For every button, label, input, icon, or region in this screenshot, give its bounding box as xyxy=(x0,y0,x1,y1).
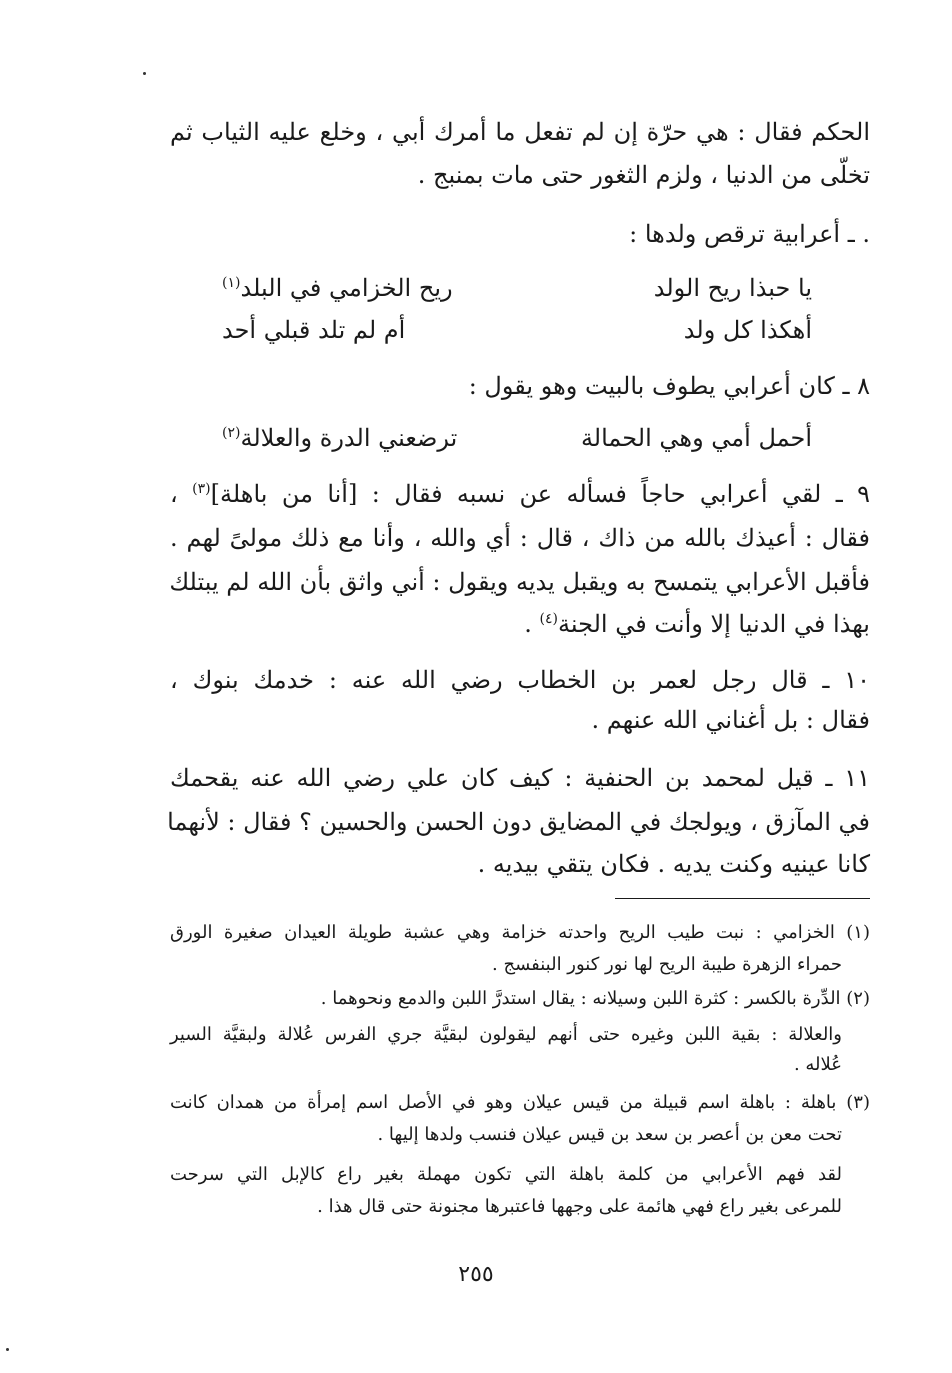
body-line: ١٠ ـ قال رجل لعمر بن الخطاب رضي الله عنه : خدمك بنوك ، xyxy=(170,666,870,694)
footnote-marker: (٤) xyxy=(539,611,558,627)
footnote-line: حمراء الزهرة طيبة الريح لها نور كنور البنفسج . xyxy=(492,954,842,975)
verse-second-hemistich xyxy=(222,268,453,308)
body-line: ١١ ـ قيل لمحمد بن الحنفية : كيف كان علي رضي الله عنه يقحمك xyxy=(170,764,870,792)
footnote-line: لقد فهم الأعرابي من كلمة باهلة التي تكون مهملة بغير راع كالإبل التي سرحت xyxy=(170,1164,842,1185)
body-line xyxy=(170,474,870,514)
body-line xyxy=(170,604,870,644)
footnote-line: تحت معن بن أعصر بن سعد بن قيس عيلان فنسب ولدها إليها . xyxy=(377,1124,842,1145)
body-line: كانا عينيه وكنت يديه . فكان يتقي بيديه . xyxy=(477,850,870,878)
scan-speck xyxy=(143,72,146,75)
footnote-line: (١) الخزامي : نبت طيب الريح واحدته خزامة وهي عشبة طويلة العيدان صغيرة الورق xyxy=(170,922,870,943)
footnote-line: عُلاله . xyxy=(793,1054,842,1075)
body-line: فقال : أعيذك بالله من ذاك ، قال : أي والله ، وأنا مع ذلك مولىً لهم . xyxy=(170,524,870,552)
line-tail: ، xyxy=(170,480,193,508)
footnote-line: (٢) الدِّرة بالكسر : كثرة اللبن وسيلانه : يقال استدرَّ اللبن والدمع ونحوهما . xyxy=(320,988,870,1009)
verse-second-hemistich xyxy=(222,418,457,458)
line-text: بهذا في الدنيا إلا وأنت في الجنة xyxy=(558,610,870,638)
body-line: فأقبل الأعرابي يتمسح به ويقبل يديه ويقول : أني واثق بأن الله لم يبتلك xyxy=(169,568,870,596)
footnote-marker: (١) xyxy=(222,275,241,291)
item-heading: ٨ ـ كان أعرابي يطوف بالبيت وهو يقول : xyxy=(468,372,870,400)
hemistich-text: ترضعني الدرة والعلالة xyxy=(240,424,458,452)
verse-first-hemistich: أحمل أمي وهي الحمالة xyxy=(580,424,812,452)
line-tail: . xyxy=(524,610,540,638)
page-number: ٢٥٥ xyxy=(458,1262,494,1287)
poem-verse xyxy=(222,418,812,458)
footnote-marker: (٢) xyxy=(222,425,241,441)
footnote-marker: (٣) xyxy=(192,481,211,497)
verse-first-hemistich: يا حبذا ريح الولد xyxy=(653,274,812,302)
verse-second-hemistich: أم لم تلد قبلي أحد xyxy=(222,316,406,344)
body-line: فقال : بل أغناني الله عنهم . xyxy=(591,706,870,734)
body-line: في المآزق ، ويولجك في المضايق دون الحسن والحسين ؟ فقال : لأنهما xyxy=(167,808,870,836)
poem-verse xyxy=(222,268,812,308)
footnote-separator xyxy=(615,898,870,899)
footnote-line: للمرعى بغير راع فهي هائمة على وجهها فاعتبرها مجنونة حتى قال هذا . xyxy=(317,1196,842,1217)
item-heading: . ـ أعرابية ترقص ولدها : xyxy=(629,220,870,248)
poem-verse xyxy=(222,310,812,350)
footnote-line: والعلالة : بقية اللبن وغيره حتى أنهم ليقولون لبقيَّة جري الفرس عُلالة ولبقيَّة السير xyxy=(170,1024,842,1045)
verse-first-hemistich: أهكذا كل ولد xyxy=(683,316,812,344)
footnote-line: (٣) باهلة : باهلة اسم قبيلة من قيس عيلان وهو في الأصل اسم إمرأة من همدان كانت xyxy=(170,1092,870,1113)
line-text: ٩ ـ لقي أعرابي حاجاً فسأله عن نسبه فقال : [أنا من باهلة] xyxy=(210,480,871,508)
scan-speck xyxy=(6,1348,9,1351)
hemistich-text: ريح الخزامي في البلد xyxy=(240,274,453,302)
body-line: تخلّى من الدنيا ، ولزم الثغور حتى مات بمنبج . xyxy=(417,161,870,189)
body-line: الحكم فقال : هي حرّة إن لم تفعل ما أمرك أبي ، وخلع عليه الثياب ثم xyxy=(170,118,870,146)
